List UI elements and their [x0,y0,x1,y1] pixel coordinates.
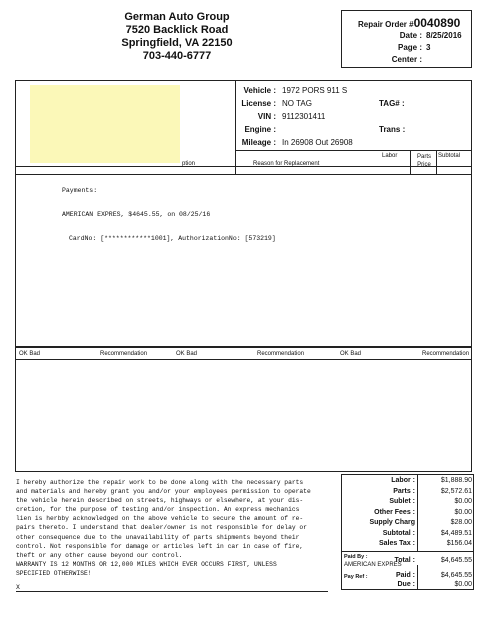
payments-line-1: AMERICAN EXPRES, $4645.55, on 08/25/16 [62,211,211,218]
total-row-other-fees: Other Fees : $0.00 [374,508,472,516]
pay-ref-label: Pay Ref : [344,574,368,580]
dealer-info [92,11,262,63]
total-row-supply: Supply Charg $28.00 [369,519,472,526]
authorization-line: cretion, for the purpose of testing and/or inspection. An express mechanics [16,506,300,514]
total-row-sales-tax: Sales Tax : $156.04 [378,540,472,547]
col-subtotal: Subtotal [438,153,461,159]
center-label: Center : [391,55,422,64]
totals-list [343,476,472,550]
authorization-line: lien is herbby acknowledged on the above vehicle to secure the amount of re- [16,515,304,523]
authorization-line: and materials and hereby grant you and/or your employees permission to operate [16,488,311,496]
recommendations-area [15,347,472,472]
tag-label: TAG# : [379,99,405,108]
mileage-label: Mileage : [241,138,276,147]
payments-block [62,171,276,251]
dealer-city: Springfield, VA 22150 [121,37,233,49]
repair-order-line [358,16,460,30]
authorization-line: theft or any other cause beyond our control. [16,551,183,559]
signature-x: X [16,584,20,591]
total-row-parts: Parts : $2,572.61 [393,487,472,495]
authorization-text [16,478,338,578]
payments-heading: Payments: [62,187,98,194]
paid-by-value: AMERICAN EXPRES [344,562,402,568]
vin-value: 9112301411 [282,112,326,121]
redacted-customer-info [30,85,180,163]
authorization-line: I hereby authorize the repair work to be done along with the necessary parts [16,479,304,486]
paid-by-label: Paid By : [344,554,368,560]
vin-label: VIN : [257,112,276,121]
rec-ok-bad-3: OK Bad [340,351,362,357]
repair-order-box [341,10,472,68]
total-row-sublet: Sublet : $0.00 [389,498,472,505]
repair-order-label: Repair Order # [358,20,414,29]
engine-label: Engine : [244,125,276,134]
col-reason: Reason for Replacement [253,161,320,167]
dealer-phone: 703-440-6777 [142,50,212,62]
divider [15,359,472,360]
signature-line [16,591,328,592]
rec-header-1: Recommendation [100,351,148,357]
divider [341,551,474,552]
authorization-line: control. Not responsible for damage or articles left in car in case of fire, [16,542,304,550]
page-value: 3 [426,43,431,52]
dealer-name: German Auto Group [124,11,230,23]
rec-ok-bad-1: OK Bad [19,351,41,357]
authorization-line: other consequence due to the unavailability of parts shipments beyond their [16,533,300,541]
page-label: Page : [397,43,422,52]
repair-order-number: 0040890 [413,16,461,30]
date-value: 8/25/2016 [426,31,462,40]
license-label: License : [241,99,276,108]
paid-value: $4,645.55 [440,572,472,579]
vehicle-value: 1972 PORS 911 S [282,86,348,95]
rec-header-2: Recommendation [257,351,305,357]
mileage-value: In 26908 Out 26908 [282,138,353,147]
date-label: Date : [399,31,422,40]
col-parts-price: Parts Price [416,154,431,168]
rec-header-3: Recommendation [422,351,470,357]
col-description: ption [182,161,196,167]
authorization-line: SPECIFIED OTHERWISE! [16,569,92,577]
paid-label: Paid : [395,572,415,579]
payments-line-2: CardNo: [************1001], AuthorizationNo: [573219] [69,235,276,242]
total-value: $4,645.55 [440,557,472,564]
trans-label: Trans : [379,125,406,134]
due-value: $0.00 [454,581,472,588]
due-label: Due : [397,581,415,588]
authorization-line: pairs thereto. I understand that dealer/owner is not responsible for delay or [16,524,307,532]
total-row-subtotal: Subtotal : $4,489.51 [382,529,472,537]
rec-ok-bad-2: OK Bad [176,351,198,357]
authorization-line: WARRANTY IS 12 MONTHS OR 12,000 MILES WHICH EVER OCCURS FIRST, UNLESS [16,560,277,568]
total-label: Total : [394,557,415,564]
col-labor: Labor [382,153,398,159]
dealer-street: 7520 Backlick Road [125,24,229,36]
license-value: NO TAG [282,99,312,108]
total-row-labor: Labor : $1,888.90 [391,477,472,484]
authorization-line: the vehicle herein described on streets, highways or elsewhere, at your dis- [16,497,304,505]
vehicle-label: Vehicle : [243,86,276,95]
